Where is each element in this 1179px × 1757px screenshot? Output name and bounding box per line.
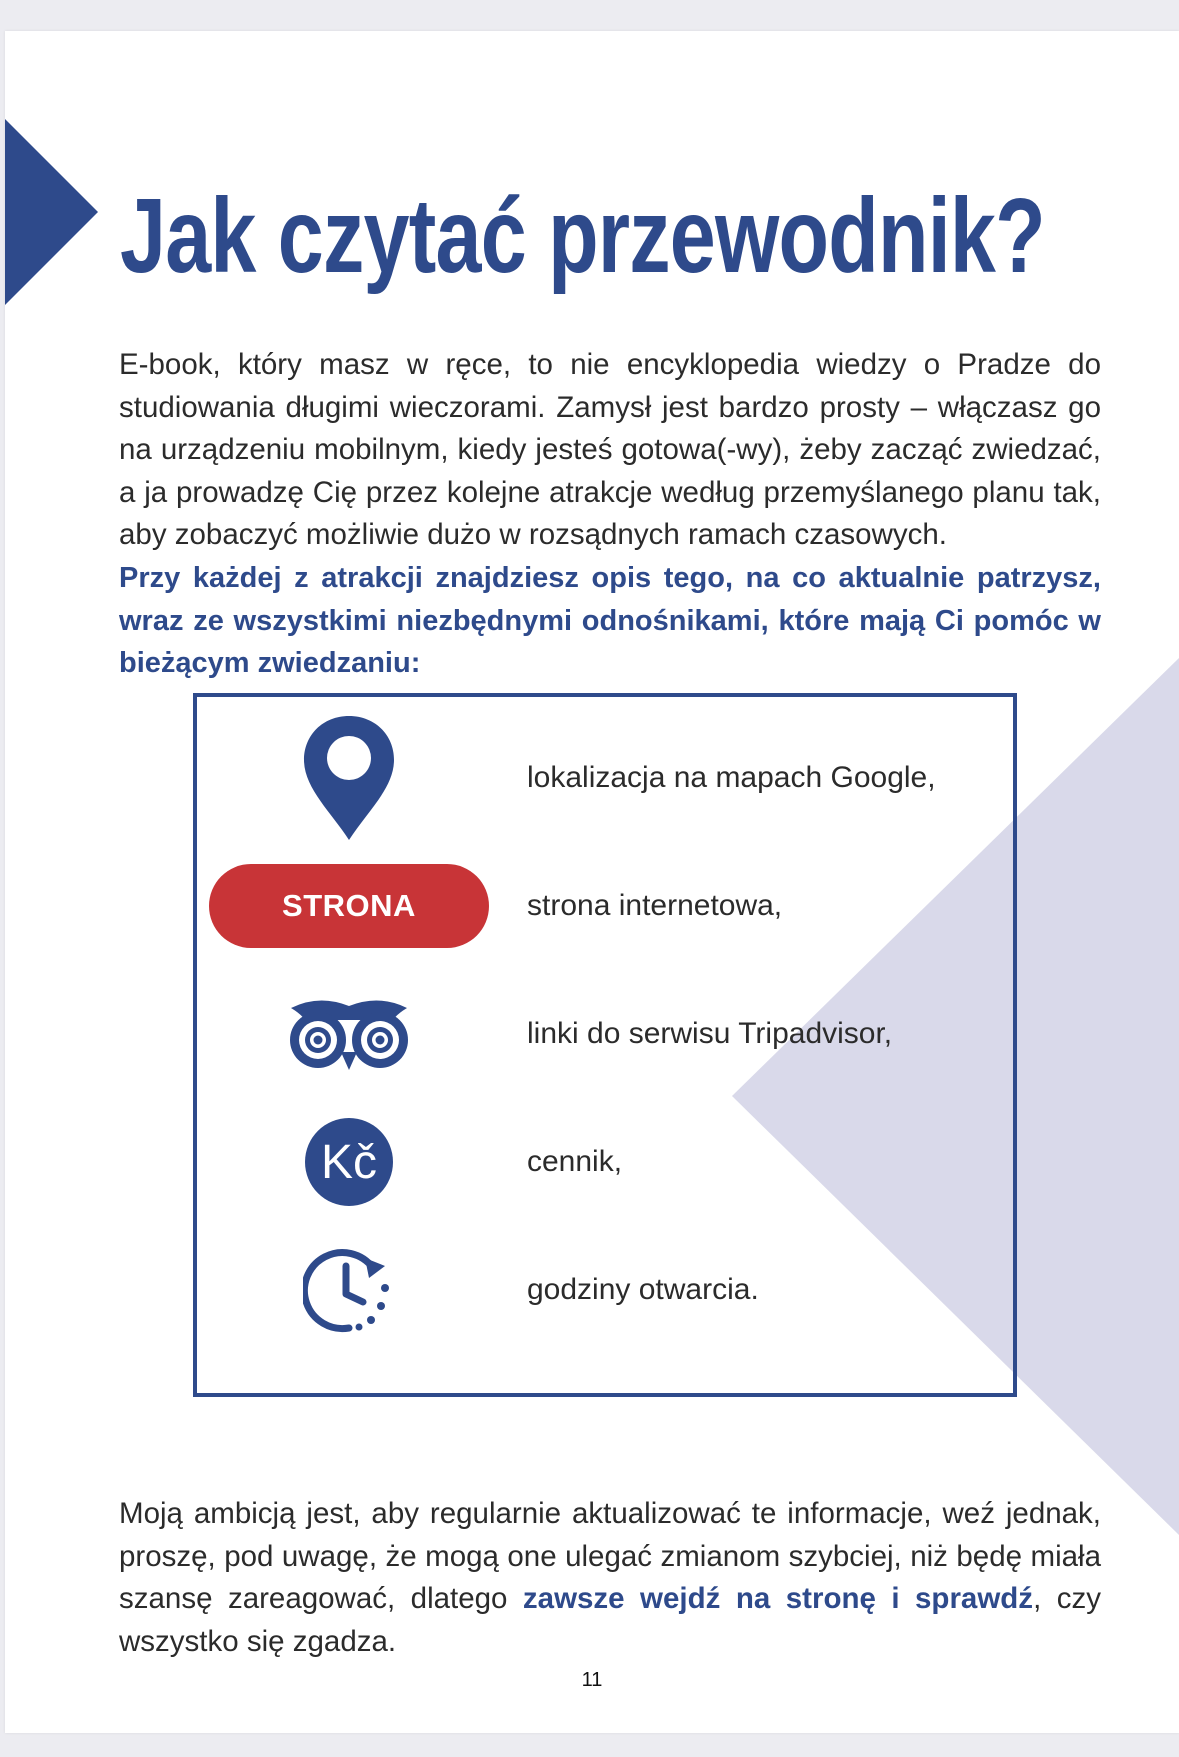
koruna-symbol: Kč xyxy=(305,1118,393,1206)
intro-bold-paragraph: Przy każdej z atrakcji znajdziesz opis tego, na co aktualnie patrzysz, wraz ze wszystkimi niezbędnymi odnośnikami, które mają Ci pomóc w bieżącym zwiedzaniu: xyxy=(119,562,1101,679)
outro-text-end: , czy wszystko się zgadza. xyxy=(119,1582,1101,1658)
ebook-page xyxy=(5,31,1179,1733)
map-pin-icon xyxy=(209,714,489,842)
page-number: 11 xyxy=(581,1669,603,1691)
legend-label: strona internetowa, xyxy=(527,889,783,922)
koruna-currency-icon xyxy=(209,1098,489,1226)
legend-box xyxy=(193,693,1017,1397)
legend-label: cennik, xyxy=(527,1145,623,1178)
legend-row-website xyxy=(197,842,1013,970)
legend-row-location xyxy=(197,714,1013,842)
intro-paragraph: E-book, który masz w ręce, to nie encyklopedia wiedzy o Pradze do studiowania długimi wieczorami. Zamysł jest bardzo prosty – włączasz go na urządzeniu mobilnym, kiedy jesteś gotowa(-wy), żeby zacząć zwiedzać, a ja prowadzę Cię przez kolejne atrakcje według przemyślanego planu tak, aby zobaczyć możliwie dużo w rozsądnych ramach czasowych. xyxy=(119,348,1101,551)
tripadvisor-owl-icon xyxy=(209,970,489,1098)
outro-paragraph xyxy=(119,1493,1101,1663)
strona-button-sample xyxy=(209,842,489,970)
strona-button: STRONA xyxy=(209,864,489,948)
legend-row-pricing xyxy=(197,1098,1013,1226)
legend-row-tripadvisor xyxy=(197,970,1013,1098)
clock-icon xyxy=(209,1226,489,1354)
outro-text: Moją ambicją jest, aby regularnie aktualizować te informacje, weź jednak, proszę, pod uwagę, że mogą one ulegać zmianom szybciej, niż będę miała szansę zareagować, dlatego xyxy=(119,1497,1101,1615)
legend-label: lokalizacja na mapach Google, xyxy=(527,761,936,794)
outro-highlight: zawsze wejdź na stronę i sprawdź xyxy=(522,1582,1034,1615)
legend-label: godziny otwarcia. xyxy=(527,1273,759,1306)
legend-label: linki do serwisu Tripadvisor, xyxy=(527,1017,893,1050)
title-triangle-marker xyxy=(5,118,98,306)
page-title: Jak czytać przewodnik? xyxy=(120,177,1045,295)
legend-row-hours xyxy=(197,1226,1013,1354)
